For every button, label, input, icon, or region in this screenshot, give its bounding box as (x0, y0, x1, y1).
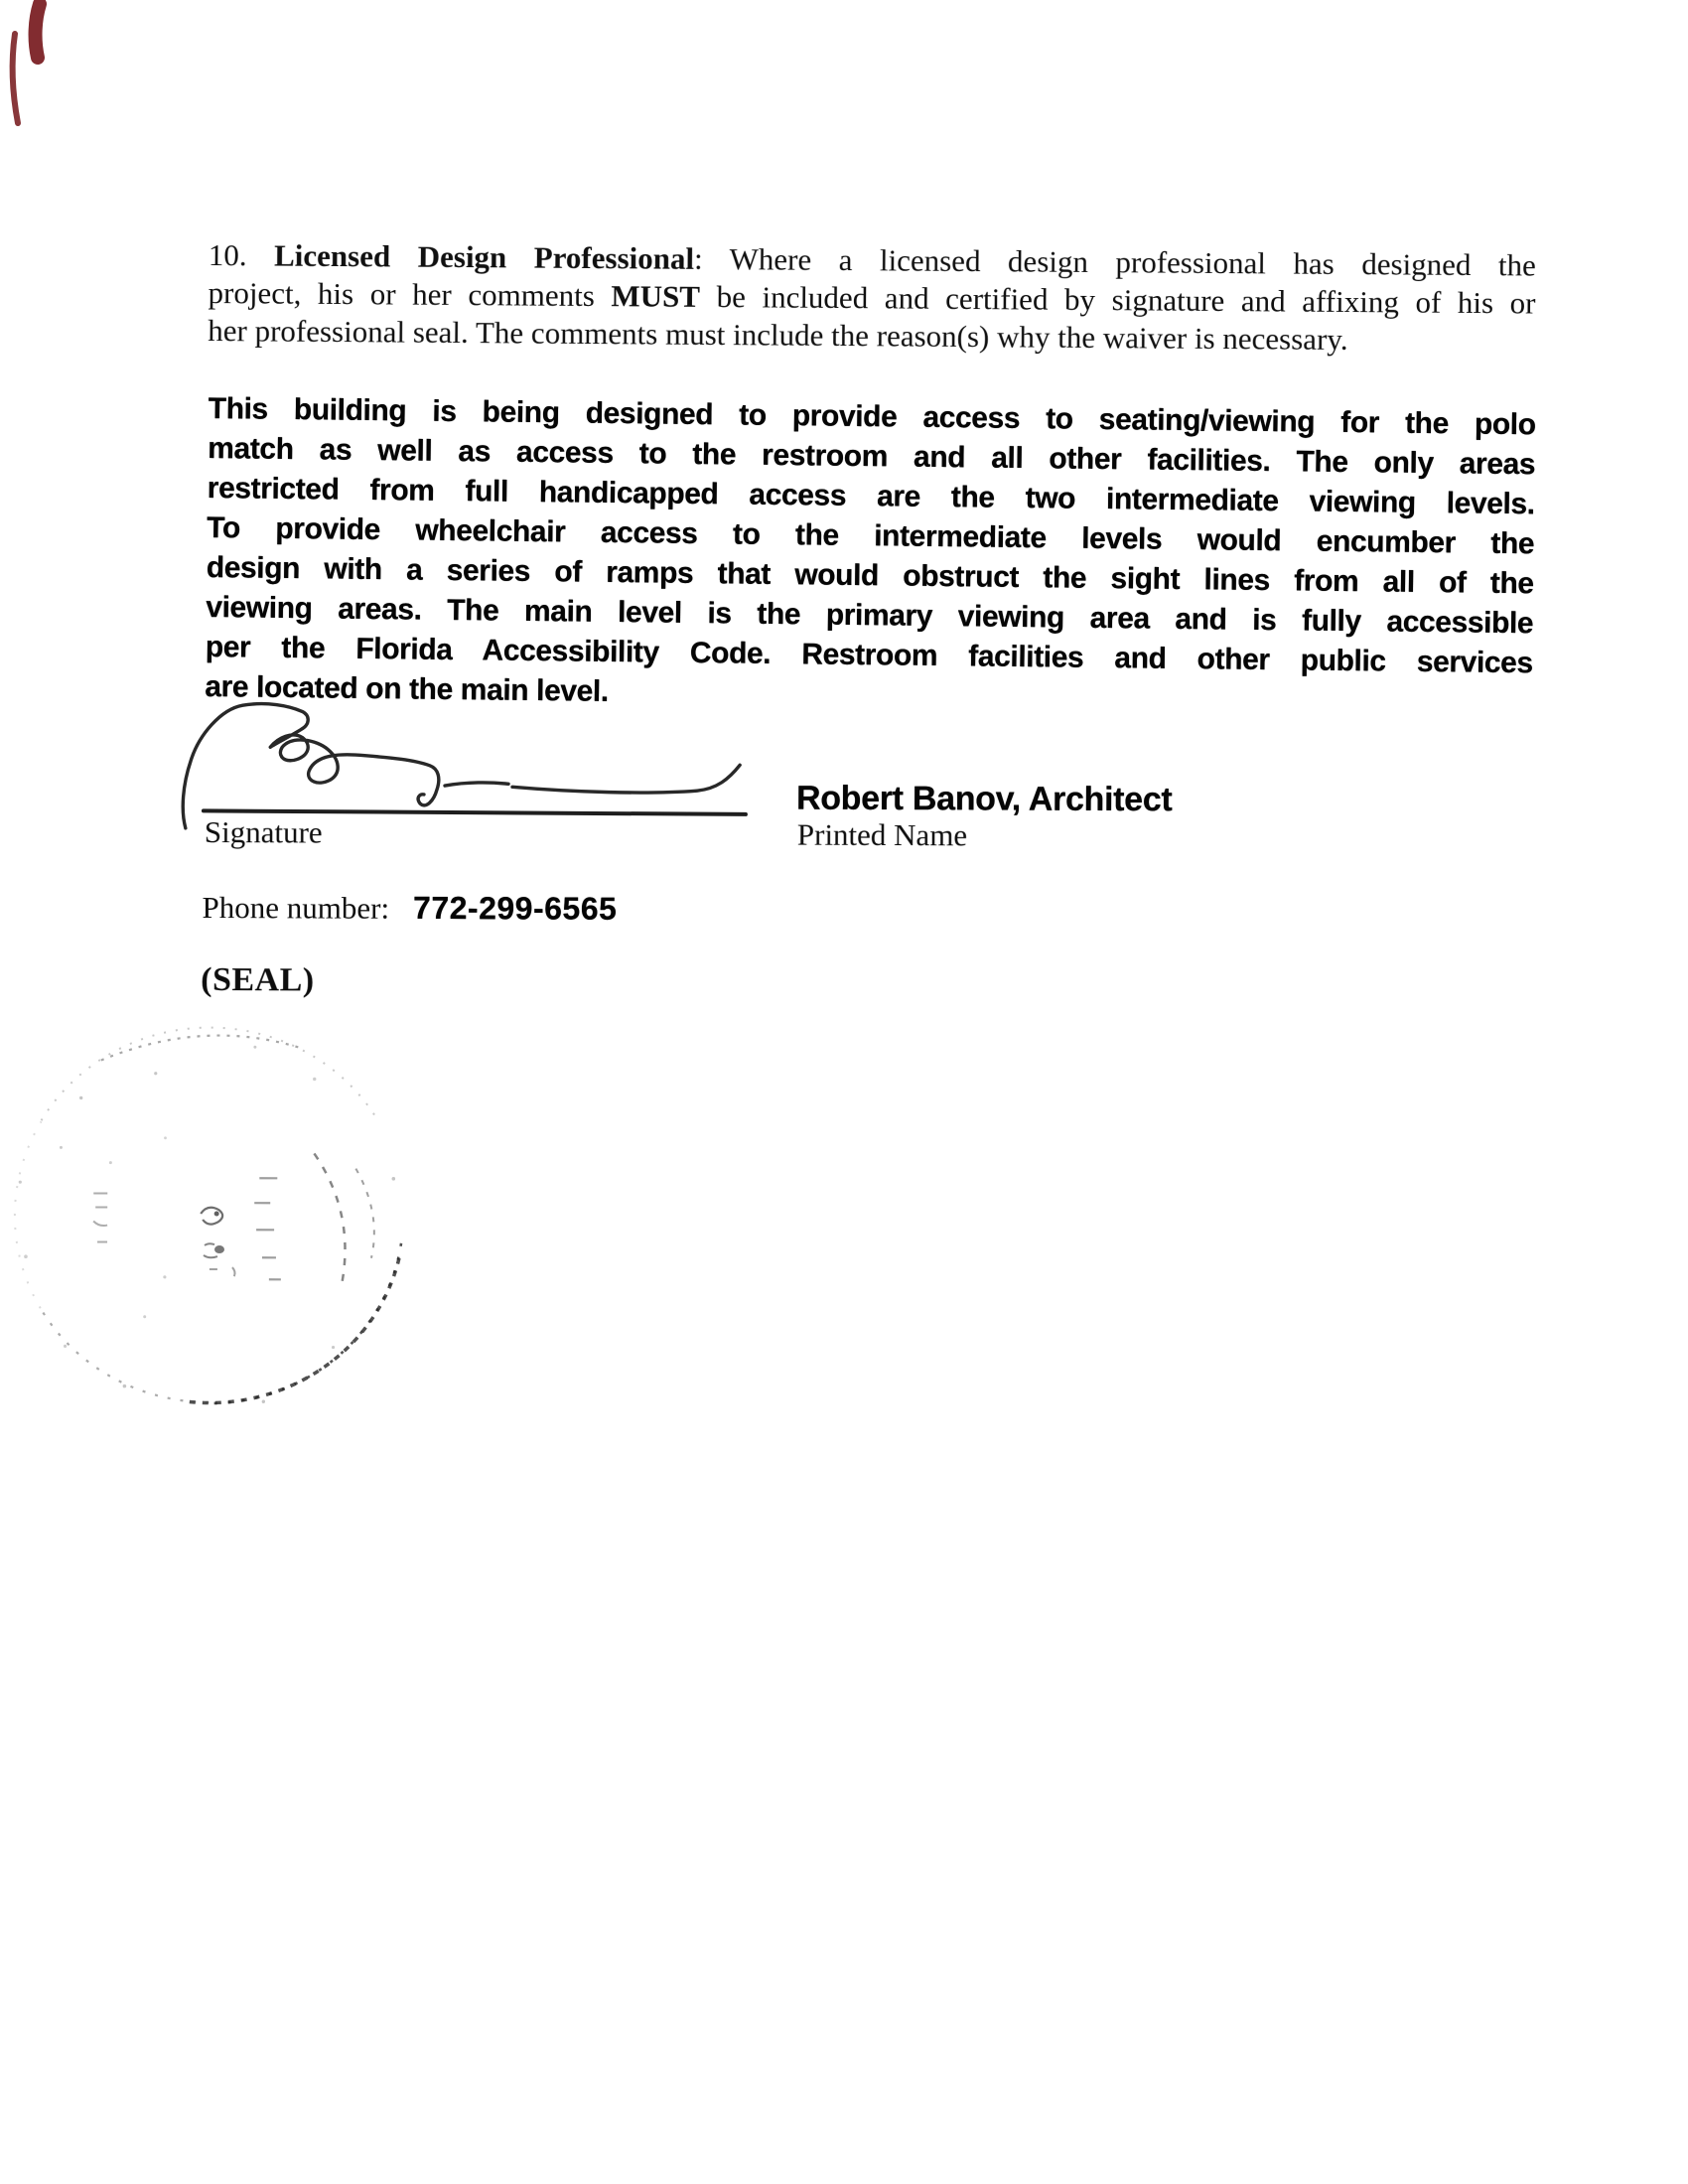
phone-value: 772-299-6565 (412, 889, 618, 927)
statement-line: To provide wheelchair access to the intermediate levels would encumber the (207, 510, 1535, 561)
statement-line: are located on the main level. (205, 669, 609, 708)
statement-line: viewing areas. The main level is the primary viewing area and is fully accessible (206, 590, 1534, 641)
paragraph-text: 10. (208, 236, 275, 273)
paragraph-text: project, his or her comments (208, 274, 612, 314)
statement-line: This building is being designed to provide access to seating/viewing for the polo (208, 391, 1536, 442)
statement-line: per the Florida Accessibility Code. Restroom facilities and other public services (205, 630, 1533, 680)
statement-line: design with a series of ramps that would obstruct the sight lines from all of the (206, 550, 1534, 601)
statement-line: restricted from full handicapped access are the two intermediate viewing levels. (207, 471, 1535, 521)
paragraph-bold-text: MUST (611, 278, 701, 314)
paragraph-text: be included and certified by signature and affixing of his or (699, 278, 1536, 321)
paragraph-text: : Where a licensed design professional has designed the (693, 240, 1536, 283)
phone-label: Phone number: (202, 889, 390, 926)
statement-line: match as well as access to the restroom and all other facilities. The only areas (208, 431, 1536, 482)
printed-name: Robert Banov, Architect (795, 779, 1173, 819)
paragraph-bold-text: Licensed Design Professional (273, 237, 695, 276)
phone-row (202, 889, 617, 928)
printed-name-label: Printed Name (796, 816, 968, 853)
paragraph-text: her professional seal. The comments must include the reason(s) why the waiver is necessary. (208, 312, 1348, 358)
signature-label: Signature (204, 813, 323, 850)
seal-caption: (SEAL) (201, 960, 315, 999)
architect-seal-stamp (5, 1018, 414, 1419)
